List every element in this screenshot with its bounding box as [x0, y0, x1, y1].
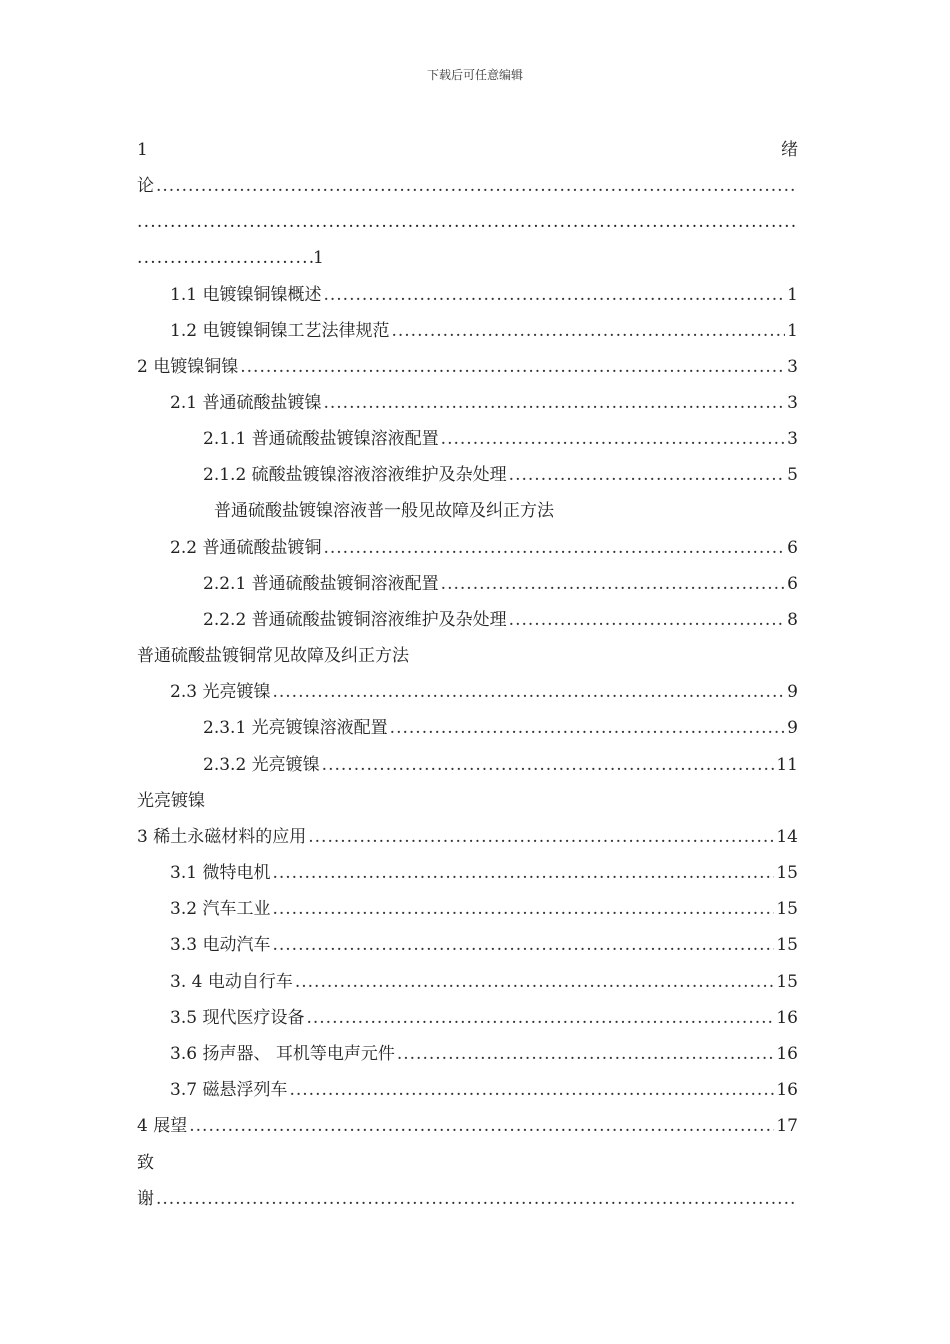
toc-dot-leader: [272, 678, 785, 706]
toc-dot-leader: [156, 172, 796, 200]
toc-entry-page: 9: [787, 718, 798, 738]
toc-entry-title: 1.2 电镀镍铜镍工艺法律规范: [170, 321, 390, 341]
toc-ch1-title-part2: 论: [137, 176, 154, 196]
toc-entry-2-3-1[interactable]: [203, 714, 798, 742]
toc-dot-leader: [306, 1004, 774, 1032]
toc-dot-leader: [509, 606, 786, 634]
toc-ack-part1: 致: [137, 1153, 154, 1173]
toc-dot-leader: [295, 968, 775, 996]
toc-ch1-page: 1: [313, 248, 324, 268]
toc-entry-page: 1: [787, 321, 798, 341]
toc-entry-title: 3 稀土永磁材料的应用: [137, 827, 307, 847]
toc-ack-line2[interactable]: [137, 1185, 798, 1213]
toc-entry-2-2[interactable]: [170, 534, 798, 562]
toc-entry-page: 3: [787, 429, 798, 449]
toc-entry-title: 3.3 电动汽车: [170, 935, 271, 955]
toc-note-2-2-3[interactable]: 普通硫酸盐镀铜常见故障及纠正方法: [137, 646, 409, 666]
toc-entry-page: 6: [787, 538, 798, 558]
toc-entry-2-1[interactable]: [170, 389, 798, 417]
toc-entry-4[interactable]: [137, 1112, 798, 1140]
toc-entry-title: 2.3.2 光亮镀镍: [203, 755, 320, 775]
toc-dot-leader: [509, 461, 786, 489]
toc-entry-page: 8: [787, 610, 798, 630]
toc-entry-page: 15: [776, 972, 798, 992]
toc-entry-page: 11: [776, 755, 798, 775]
toc-entry-3[interactable]: [137, 823, 798, 851]
toc-entry-3-6[interactable]: [170, 1040, 798, 1068]
toc-entry-page: 15: [776, 935, 798, 955]
toc-entry-3-7[interactable]: [170, 1076, 798, 1104]
toc-entry-2-2-2[interactable]: [203, 606, 798, 634]
toc-dot-leader: [308, 823, 774, 851]
toc-entry-3-4[interactable]: [170, 968, 798, 996]
toc-entry-title: 3.2 汽车工业: [170, 899, 271, 919]
toc-entry-title: 3.5 现代医疗设备: [170, 1008, 305, 1028]
toc-ch1-number: 1: [137, 140, 148, 160]
toc-entry-page: 3: [787, 357, 798, 377]
toc-entry-title: 2.3.1 光亮镀镍溶液配置: [203, 718, 388, 738]
toc-dot-leader: [322, 751, 775, 779]
toc-entry-page: 16: [776, 1080, 798, 1100]
toc-ack-part2: 谢: [137, 1189, 154, 1209]
toc-dot-leader: [323, 534, 785, 562]
toc-entry-1-1[interactable]: [170, 281, 798, 309]
toc-entry-title: 2.2 普通硫酸盐镀铜: [170, 538, 322, 558]
toc-entry-title: 2.1 普通硫酸盐镀镍: [170, 393, 322, 413]
toc-dot-leader: [323, 281, 785, 309]
toc-dot-leader: [323, 389, 785, 417]
toc-entry-2-3-2[interactable]: [203, 751, 798, 779]
toc-entry-title: 1.1 电镀镍铜镍概述: [170, 285, 322, 305]
toc-ch1-line1[interactable]: [137, 136, 798, 164]
toc-dot-leader: [272, 859, 774, 887]
toc-entry-3-2[interactable]: [170, 895, 798, 923]
toc-dot-leader: [240, 353, 785, 381]
toc-entry-page: 15: [776, 863, 798, 883]
toc-entry-title: 2.3 光亮镀镍: [170, 682, 271, 702]
toc-dot-leader: [156, 1185, 796, 1213]
toc-dot-leader: [272, 895, 774, 923]
toc-ch1-leader-line: [137, 208, 798, 236]
toc-entry-3-5[interactable]: [170, 1004, 798, 1032]
toc-ack-line1[interactable]: [137, 1149, 798, 1177]
toc-entry-2-1-1[interactable]: [203, 425, 798, 453]
toc-entry-title: 2.2.2 普通硫酸盐镀铜溶液维护及杂处理: [203, 610, 507, 630]
toc-ch1-title-part1: 绪: [781, 140, 798, 160]
toc-entry-page: 9: [787, 682, 798, 702]
toc-entry-title: 4 展望: [137, 1116, 188, 1136]
toc-entry-title: 3.1 微特电机: [170, 863, 271, 883]
page-header: 下载后可任意编辑: [426, 68, 523, 82]
toc-entry-page: 1: [787, 285, 798, 305]
toc-entry-page: 17: [776, 1116, 798, 1136]
toc-dot-leader: [441, 570, 786, 598]
toc-entry-page: 15: [776, 899, 798, 919]
toc-dot-leader: [397, 1040, 775, 1068]
toc-entry-title: 3.6 扬声器、 耳机等电声元件: [170, 1044, 395, 1064]
toc-entry-title: 3.7 磁悬浮列车: [170, 1080, 288, 1100]
toc-entry-1-2[interactable]: [170, 317, 798, 345]
toc-entry-page: 3: [787, 393, 798, 413]
toc-entry-3-1[interactable]: [170, 859, 798, 887]
toc-ch1-line4[interactable]: [137, 244, 798, 272]
toc-entry-2-3[interactable]: [170, 678, 798, 706]
toc-entry-3-3[interactable]: [170, 931, 798, 959]
toc-dot-leader: [391, 317, 785, 345]
toc-ch1-line2[interactable]: [137, 172, 798, 200]
toc-dot-leader: [441, 425, 786, 453]
toc-entry-title: 2 电镀镍铜镍: [137, 357, 239, 377]
toc-entry-2-2-1[interactable]: [203, 570, 798, 598]
toc-note-2-1-3[interactable]: 普通硫酸盐镀镍溶液普一般见故障及纠正方法: [214, 501, 554, 521]
toc-dot-leader: [189, 1112, 774, 1140]
toc-dot-leader: [390, 714, 786, 742]
toc-entry-page: 16: [776, 1008, 798, 1028]
toc-entry-page: 14: [776, 827, 798, 847]
toc-entry-title: 3. 4 电动自行车: [170, 972, 293, 992]
toc-entry-2-1-2[interactable]: [203, 461, 798, 489]
toc-note-2-3-3[interactable]: 光亮镀镍: [137, 791, 205, 811]
toc-entry-title: 2.1.1 普通硫酸盐镀镍溶液配置: [203, 429, 439, 449]
toc-entry-title: 2.1.2 硫酸盐镀镍溶液溶液维护及杂处理: [203, 465, 507, 485]
toc-dot-leader: [272, 931, 774, 959]
toc-entry-page: 6: [787, 574, 798, 594]
toc-entry-page: 16: [776, 1044, 798, 1064]
toc-entry-title: 2.2.1 普通硫酸盐镀铜溶液配置: [203, 574, 439, 594]
toc-dot-leader: [137, 244, 313, 272]
toc-entry-page: 5: [787, 465, 798, 485]
toc-entry-2[interactable]: [137, 353, 798, 381]
toc-dot-leader: [289, 1076, 774, 1104]
